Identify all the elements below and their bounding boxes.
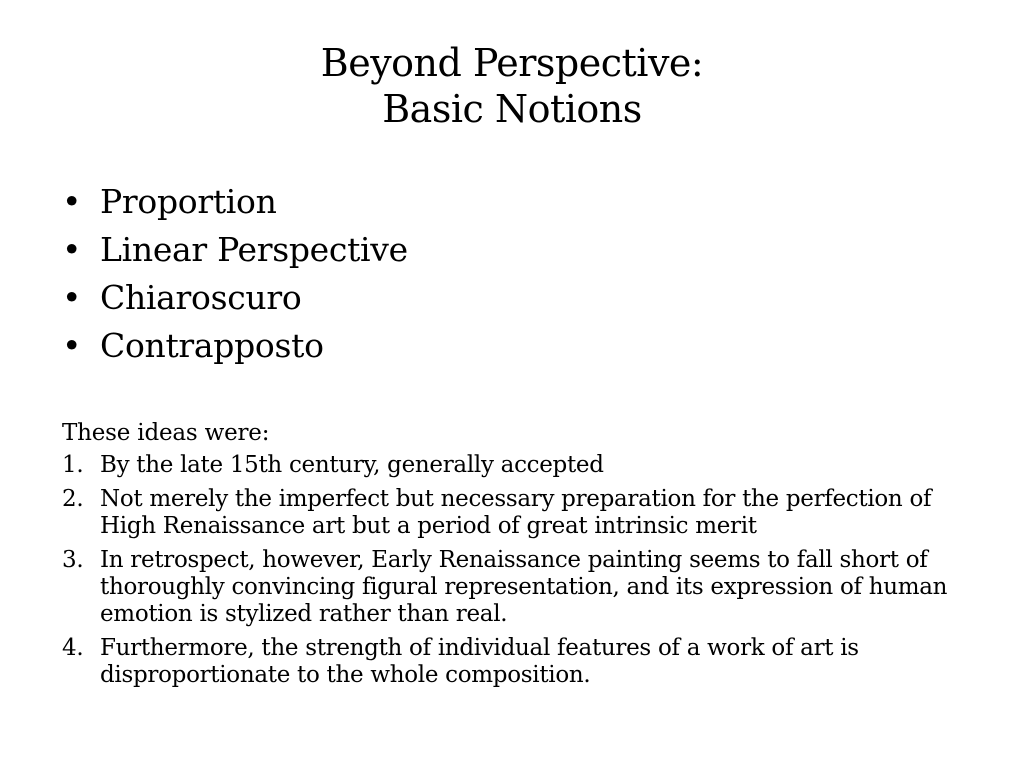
bullet-item-proportion — [62, 178, 408, 226]
bullet-text: Contrapposto — [100, 326, 324, 365]
bullet-dot-icon: • — [62, 278, 82, 317]
bullet-list — [62, 178, 408, 370]
item-number: 4. — [62, 635, 84, 661]
intro-text: These ideas were: — [62, 420, 270, 446]
bullet-text: Linear Perspective — [100, 230, 408, 269]
item-text: In retrospect, however, Early Renaissance painting seems to fall short of thoroughly convincing figural representation, and its expression of human emotion is stylized rather than real. — [100, 547, 948, 627]
bullet-item-chiaroscuro — [62, 274, 408, 322]
slide-title — [0, 40, 1024, 132]
bullet-text: Proportion — [100, 182, 277, 221]
numbered-item-4 — [62, 635, 962, 689]
numbered-item-1 — [62, 452, 962, 479]
item-text: By the late 15th century, generally accepted — [100, 452, 604, 478]
numbered-item-2 — [62, 486, 962, 540]
item-number: 1. — [62, 452, 84, 478]
item-number: 3. — [62, 547, 84, 573]
bullet-item-linear-perspective — [62, 226, 408, 274]
bullet-dot-icon: • — [62, 326, 82, 365]
slide-title-line-2: Basic Notions — [382, 87, 642, 131]
bullet-item-contrapposto — [62, 322, 408, 370]
bullet-dot-icon: • — [62, 230, 82, 269]
bullet-text: Chiaroscuro — [100, 278, 302, 317]
bullet-dot-icon: • — [62, 182, 82, 221]
item-text: Not merely the imperfect but necessary preparation for the perfection of High Renaissance art but a period of great intrinsic merit — [100, 486, 932, 539]
numbered-item-3 — [62, 547, 962, 628]
slide-title-line-1: Beyond Perspective: — [320, 41, 704, 85]
item-number: 2. — [62, 486, 84, 512]
item-text: Furthermore, the strength of individual features of a work of art is disproportionate to the whole composition. — [100, 635, 859, 688]
numbered-list — [62, 452, 962, 696]
